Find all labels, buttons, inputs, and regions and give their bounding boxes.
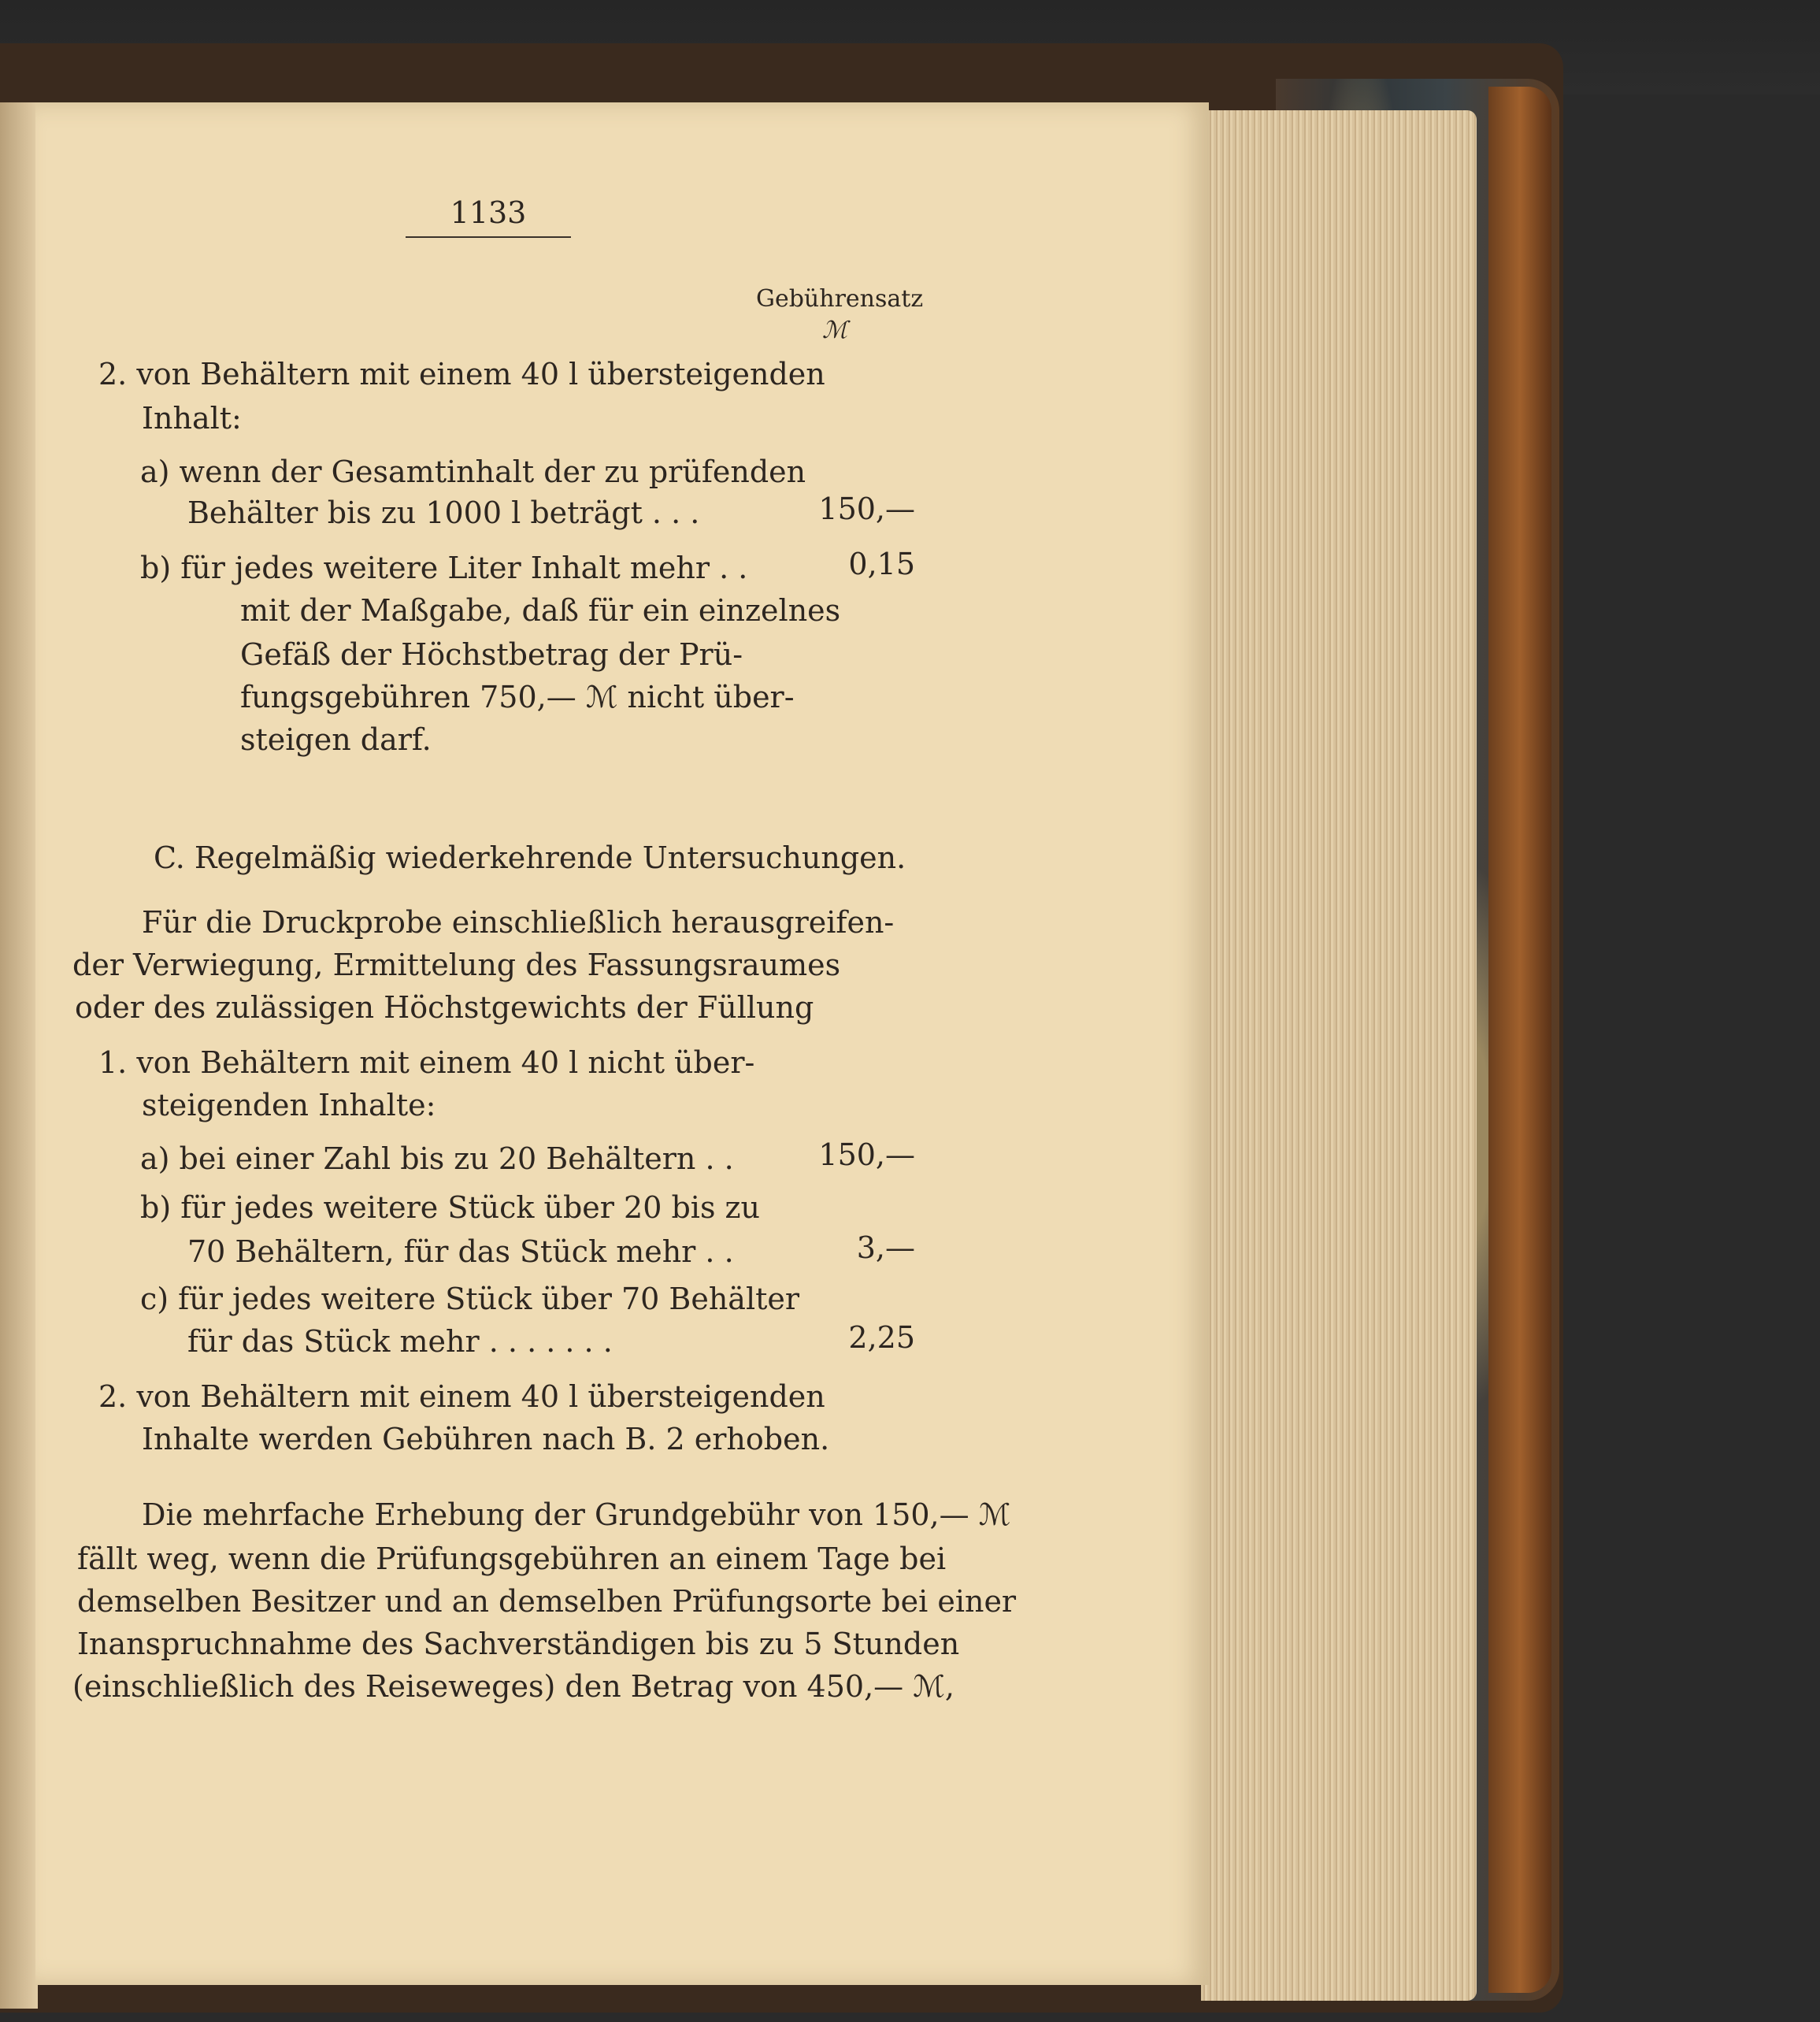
- c-item2-line-1: 2. von Behältern mit einem 40 l übersteigenden: [98, 1379, 825, 1414]
- b2-b-amount: 0,15: [848, 547, 915, 581]
- c-a-amount: 150,—: [818, 1137, 915, 1172]
- column-header-unit: ℳ: [821, 317, 848, 344]
- b2-b-line-1: b) für jedes weitere Liter Inhalt mehr . .: [140, 551, 748, 585]
- c-c-line-2: für das Stück mehr . . . . . . .: [187, 1324, 613, 1359]
- b2-b-line-3: Gefäß der Höchstbetrag der Prü-: [240, 637, 743, 672]
- b2-intro-line-2: Inhalt:: [142, 401, 242, 436]
- c-item2-line-2: Inhalte werden Gebühren nach B. 2 erhoben.: [142, 1422, 830, 1456]
- b2-b-line-4: fungsgebühren 750,— ℳ nicht über-: [240, 680, 795, 714]
- c-b-line-2: 70 Behältern, für das Stück mehr . .: [187, 1234, 734, 1269]
- b2-intro-line-1: 2. von Behältern mit einem 40 l übersteigenden: [98, 357, 825, 391]
- b2-b-line-2: mit der Maßgabe, daß für ein einzelnes: [240, 593, 841, 628]
- column-header-title: Gebührensatz: [756, 285, 924, 313]
- c-intro-line-1: Für die Druckprobe einschließlich herausgreifen-: [142, 905, 895, 940]
- c-item1-line-2: steigenden Inhalte:: [142, 1088, 436, 1122]
- c-b-line-1: b) für jedes weitere Stück über 20 bis zu: [140, 1190, 761, 1225]
- section-c-heading: C. Regelmäßig wiederkehrende Untersuchungen.: [154, 840, 906, 875]
- page-number: 1133: [406, 195, 571, 238]
- b2-a-line-1: a) wenn der Gesamtinhalt der zu prüfenden: [140, 454, 806, 489]
- closing-line-3: demselben Besitzer und an demselben Prüfungsorte bei einer: [77, 1584, 1017, 1619]
- closing-line-4: Inanspruchnahme des Sachverständigen bis zu 5 Stunden: [77, 1627, 960, 1661]
- closing-line-2: fällt weg, wenn die Prüfungsgebühren an einem Tage bei: [77, 1542, 947, 1576]
- column-header: [756, 284, 924, 347]
- c-intro-line-3: oder des zulässigen Höchstgewichts der Füllung: [75, 990, 814, 1025]
- page-edge-stack: [1201, 110, 1477, 2001]
- closing-line-5: (einschließlich des Reiseweges) den Betrag von 450,— ℳ,: [72, 1669, 954, 1704]
- c-c-line-1: c) für jedes weitere Stück über 70 Behälter: [140, 1282, 800, 1316]
- c-item1-line-1: 1. von Behältern mit einem 40 l nicht über-: [98, 1045, 755, 1080]
- leather-binding: [1488, 87, 1551, 1993]
- b2-a-line-2: Behälter bis zu 1000 l beträgt . . .: [187, 495, 700, 530]
- c-intro-line-2: der Verwiegung, Ermittelung des Fassungsraumes: [72, 948, 841, 982]
- left-page-edge: [0, 102, 38, 2009]
- c-b-amount: 3,—: [856, 1230, 915, 1265]
- c-a-line-1: a) bei einer Zahl bis zu 20 Behältern . .: [140, 1141, 734, 1176]
- closing-line-1: Die mehrfache Erhebung der Grundgebühr von 150,— ℳ: [142, 1497, 1011, 1532]
- c-c-amount: 2,25: [848, 1320, 915, 1355]
- b2-b-line-5: steigen darf.: [240, 722, 432, 757]
- b2-a-amount: 150,—: [818, 492, 915, 526]
